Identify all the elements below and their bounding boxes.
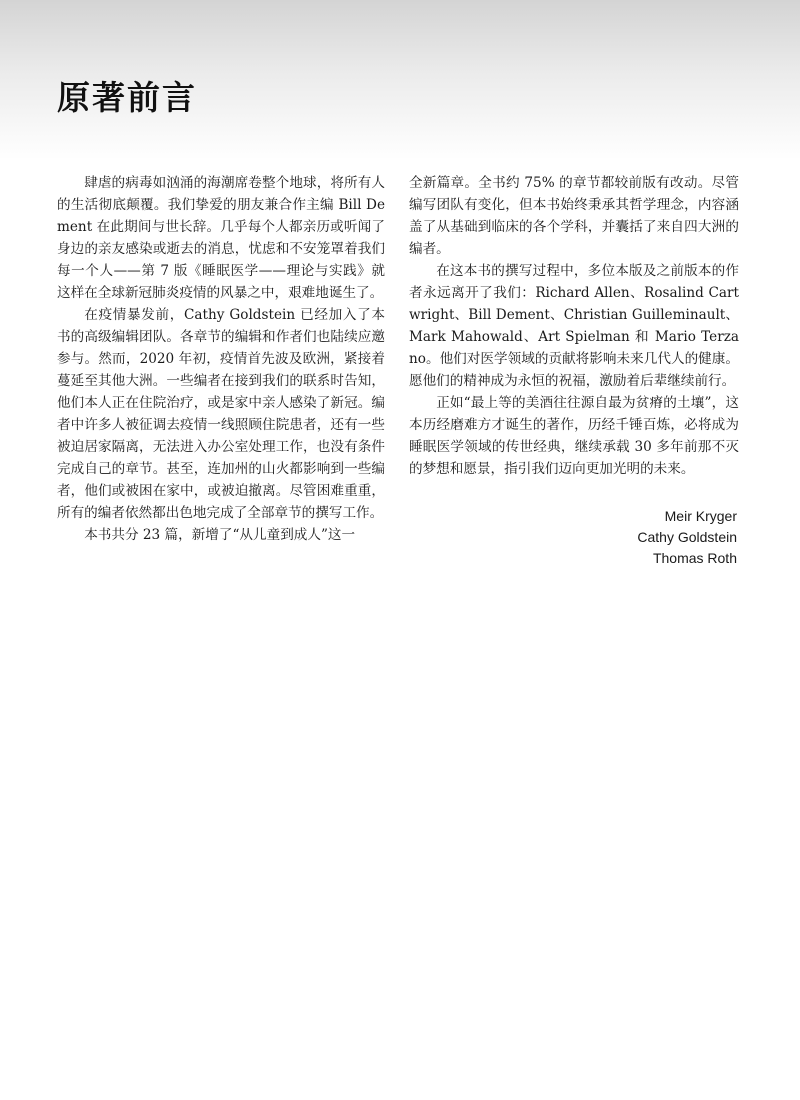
page-title: 原著前言 (57, 78, 197, 117)
signature-name: Thomas Roth (652, 550, 737, 566)
signature-name: Cathy Goldstein (637, 529, 737, 545)
signature-name: Meir Kryger (664, 508, 737, 524)
right-text-column (409, 172, 739, 480)
paragraph: 正如“最上等的美酒往往源自最为贫瘠的土壤”，这本历经磨难方才诞生的著作，历经千锤百炼，必将成为睡眠医学领域的传世经典，继续承载 30 多年前那不灭的梦想和愿景，指引我们迈向更加光明的未来。 (409, 395, 739, 477)
paragraph: 在这本书的撰写过程中，多位本版及之前版本的作者永远离开了我们：Richard Allen、Rosalind Cartwright、Bill Dement、Christian Guilleminault、Mark Mahowald、Art Spielman 和 Mario Terzano。他们对医学领域的贡献将影响未来几代人的健康。愿他们的精神成为永恒的祝福，激励着后辈继续前行。 (409, 263, 739, 389)
paragraph: 本书共分 23 篇，新增了“从儿童到成人”这一 (84, 527, 356, 543)
paragraph: 肆虐的病毒如汹涌的海潮席卷整个地球，将所有人的生活彻底颠覆。我们挚爱的朋友兼合作主编 Bill Dement 在此期间与世长辞。几乎每个人都亲历或听闻了身边的亲友感染或逝去的消息，忧虑和不安笼罩着我们每一个人——第 7 版《睡眠医学——理论与实践》就这样在全球新冠肺炎疫情的风暴之中，艰难地诞生了。 (57, 175, 385, 301)
left-text-column (57, 172, 385, 546)
author-signatures (637, 506, 737, 569)
paragraph: 在疫情暴发前，Cathy Goldstein 已经加入了本书的高级编辑团队。各章节的编辑和作者们也陆续应邀参与。然而，2020 年初，疫情首先波及欧洲，紧接着蔓延至其他大洲。一些编者在接到我们的联系时告知，他们本人正在住院治疗，或是家中亲人感染了新冠。编者中许多人被征调去疫情一线照顾住院患者，还有一些被迫居家隔离，无法进入办公室处理工作，也没有条件完成自己的章节。甚至，连加州的山火都影响到一些编者，他们或被困在家中，或被迫撤离。尽管困难重重，所有的编者依然都出色地完成了全部章节的撰写工作。 (57, 307, 385, 521)
paragraph-continuation: 全新篇章。全书约 75% 的章节都较前版有改动。尽管编写团队有变化，但本书始终秉承其哲学理念，内容涵盖了从基础到临床的各个学科，并囊括了来自四大洲的编者。 (409, 175, 739, 257)
